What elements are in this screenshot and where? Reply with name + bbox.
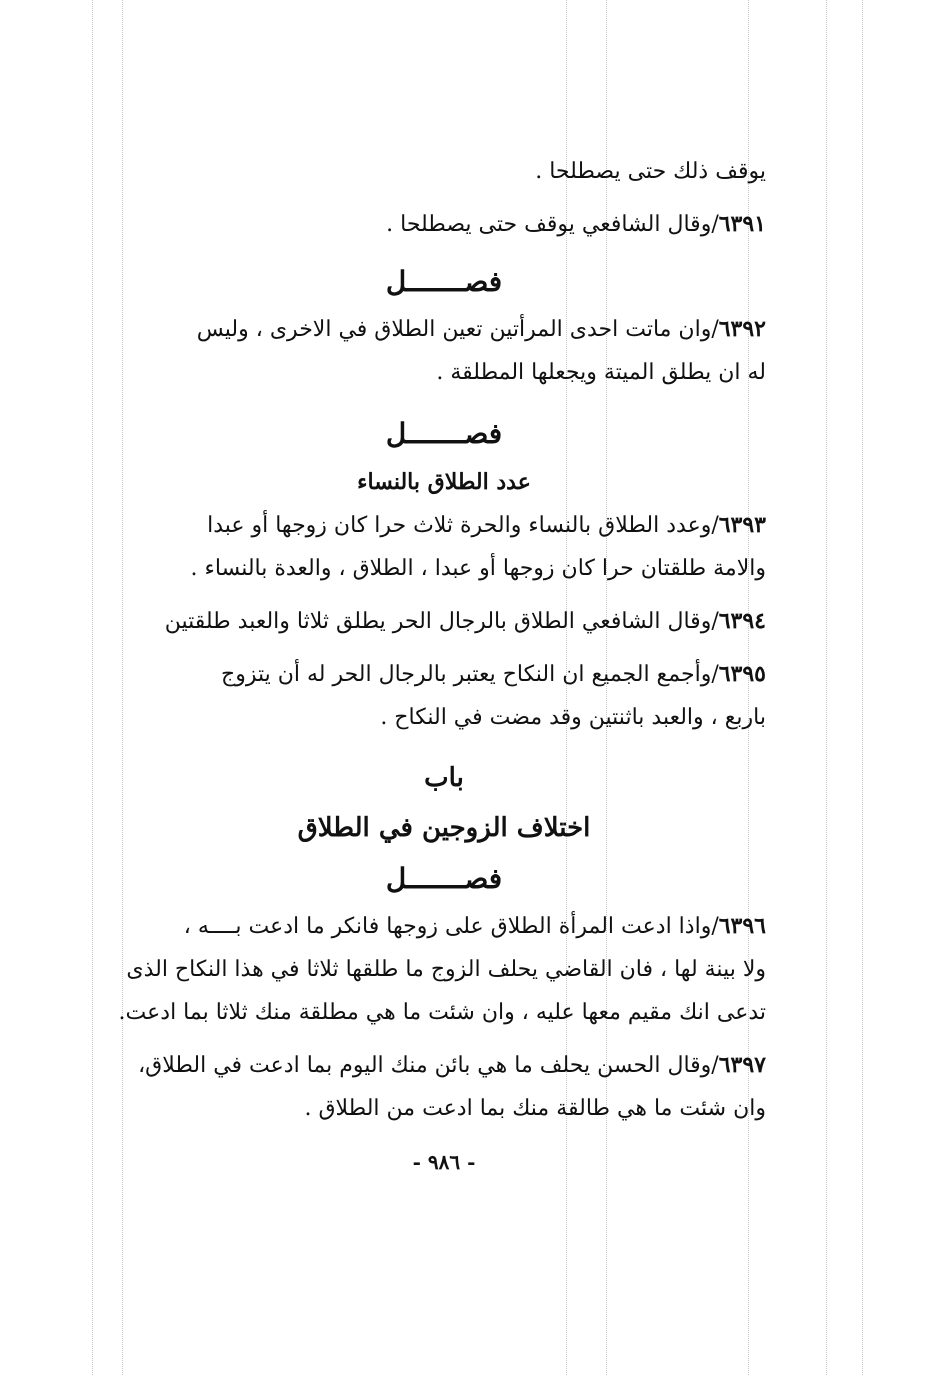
paragraph-text: /وعدد الطلاق بالنساء والحرة ثلاث حرا كان زوجها أو عبدا [207, 513, 719, 538]
paragraph-number: ٦٣٩٥ [718, 661, 766, 687]
paragraph-number: ٦٣٩٦ [718, 913, 766, 939]
chapter-label: باب [424, 763, 464, 793]
paragraph-text: /وقال الشافعي الطلاق بالرجال الحر يطلق ثلاثا والعبد طلقتين [164, 609, 719, 634]
page-text-block [118, 150, 766, 1184]
paragraph-6393 [122, 504, 766, 590]
paragraph-text: /وأجمع الجميع ان النكاح يعتبر بالرجال الحر له أن يتزوج [221, 662, 719, 687]
paragraph-text: والامة طلقتان حرا كان زوجها أو عبدا ، الطلاق ، والعدة بالنساء . [190, 556, 766, 581]
paragraph-6391 [122, 203, 766, 246]
paragraph-text: باربع ، والعبد باثنتين وقد مضت في النكاح . [380, 705, 766, 730]
paragraph-text: /واذا ادعت المرأة الطلاق على زوجها فانكر ما ادعت بــــه ، [183, 914, 719, 939]
section-heading: فصـــــــل [385, 265, 503, 298]
paragraph-text: وان شئت ما هي طالقة منك بما ادعت من الطلاق . [304, 1096, 766, 1121]
paragraph-text: /وقال الحسن يحلف ما هي بائن منك اليوم بما ادعت في الطلاق، [138, 1053, 719, 1078]
paragraph-number: ٦٣٩٧ [718, 1052, 766, 1078]
paragraph-number: ٦٣٩٣ [718, 512, 766, 538]
paragraph-number: ٦٣٩١ [718, 211, 766, 237]
dotted-guide-line [862, 0, 863, 1375]
paragraph-6396 [118, 905, 766, 1034]
paragraph-6395 [122, 653, 766, 739]
section-heading: فصـــــــل [385, 417, 503, 450]
page-number: - ٩٨٦ - [412, 1150, 476, 1174]
paragraph-number: ٦٣٩٤ [718, 608, 766, 634]
paragraph-text: /وان ماتت احدى المرأتين تعين الطلاق في الاخرى ، وليس [196, 317, 719, 342]
section-heading: فصـــــــل [385, 862, 503, 895]
paragraph-text: تدعى انك مقيم معها عليه ، وان شئت ما هي مطلقة منك ثلاثا بما ادعت. [118, 1000, 766, 1025]
dotted-guide-line [92, 0, 93, 1375]
paragraph-number: ٦٣٩٢ [718, 316, 766, 342]
paragraph-text: له ان يطلق الميتة ويجعلها المطلقة . [436, 360, 766, 385]
continuation-line: يوقف ذلك حتى يصطلحا . [535, 159, 766, 184]
paragraph-text: /وقال الشافعي يوقف حتى يصطلحا . [386, 212, 719, 237]
paragraph-text: ولا بينة لها ، فان القاضي يحلف الزوج ما طلقها ثلاثا في هذا النكاح الذى [126, 957, 766, 982]
paragraph-6394 [122, 600, 766, 643]
dotted-guide-line [826, 0, 827, 1375]
paragraph-6392 [122, 308, 766, 394]
section-subheading: عدد الطلاق بالنساء [357, 469, 531, 495]
chapter-title: اختلاف الزوجين في الطلاق [297, 813, 591, 843]
paragraph-6397 [122, 1044, 766, 1130]
